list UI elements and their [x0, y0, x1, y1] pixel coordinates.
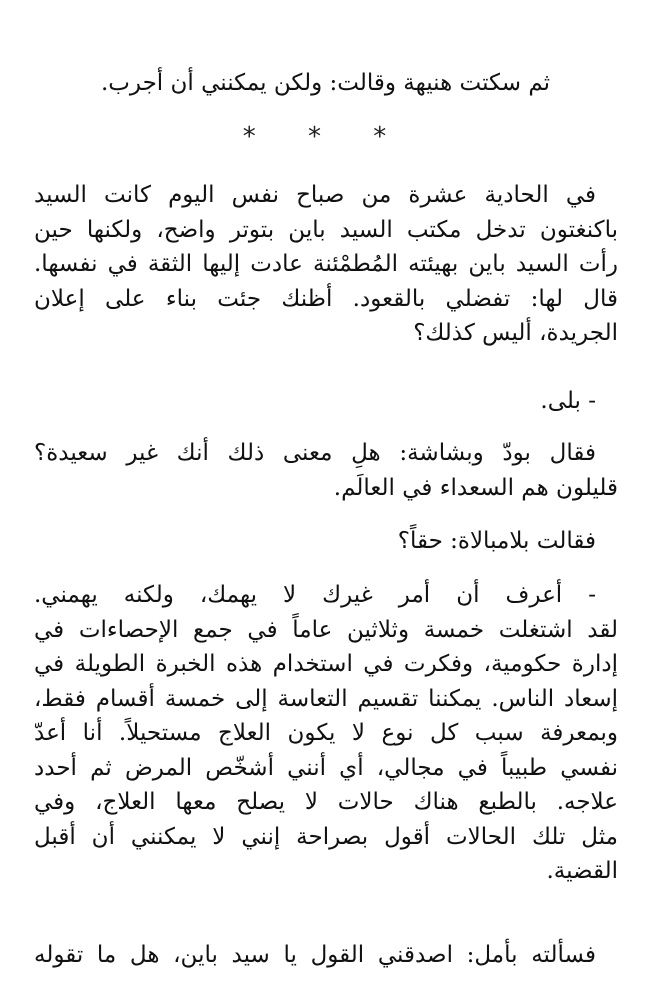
text-line: فقال بودّ وبشاشة: هلِ معنى ذلك أنك غير سعيدة؟	[34, 440, 596, 466]
text-line: قال لها: تفضلي بالقعود. أظنك جئت بناء على إعلان	[34, 285, 618, 312]
text-line: مثل تلك الحالات أقول بصراحة إنني لا يمكنني أن أقبل	[34, 823, 618, 850]
paragraph-opening	[0, 66, 651, 101]
text-line: الجريدة، أليس كذلك؟	[413, 320, 618, 346]
text-line: قليلون هم السعداء في العالَم.	[333, 474, 618, 501]
text-line: - بلى.	[540, 388, 596, 414]
text-line: فسألته بأمل: اصدقني القول يا سيد باين، هل ما تقوله	[34, 942, 596, 968]
text-line: - أعرف أن أمر غيرك لا يهمك، ولكنه يهمني.	[34, 582, 596, 608]
text-line: نفسي طبيباً في مجالي، أي أنني أشخّص المرض ثم أحدد	[34, 754, 618, 781]
text-line: لقد اشتغلت خمسة وثلاثين عاماً في جمع الإحصاءات في	[34, 616, 618, 643]
text-line: في الحادية عشرة من صباح نفس اليوم كانت السيد	[34, 182, 596, 208]
paragraph-4	[34, 436, 618, 505]
paragraph-2	[34, 178, 618, 351]
text-line: القضية.	[546, 858, 618, 884]
text-line: باكنغتون تدخل مكتب السيد باين بتوتر واضح، ولكنها حين	[34, 216, 618, 243]
text-line: إسعاد الناس. يمكننا تقسيم التعاسة إلى خمسة أقسام فقط،	[34, 685, 618, 712]
text-line: إدارة حكومية، وفكرت في استخدام هذه الخبرة الطويلة في	[34, 651, 618, 677]
section-separator: * * *	[242, 122, 409, 152]
paragraph-3	[34, 384, 618, 419]
text-line: رأت السيد باين بهيئته المُطمْئنة عادت إليها الثقة في نفسها.	[34, 251, 618, 277]
text-line: وبمعرفة سبب كل نوع لا يكون العلاج مستحيلاً. أنا أعدّ	[34, 720, 618, 746]
paragraph-7	[34, 938, 618, 973]
paragraph-5	[34, 524, 618, 559]
text-line: فقالت بلامبالاة: حقاً؟	[397, 528, 596, 554]
text-line: علاجه. بالطبع هناك حالات لا يصلح معها العلاج، وفي	[34, 789, 618, 815]
paragraph-text: ثم سكتت هنيهة وقالت: ولكن يمكنني أن أجرب.	[100, 70, 551, 96]
paragraph-6	[34, 578, 618, 889]
